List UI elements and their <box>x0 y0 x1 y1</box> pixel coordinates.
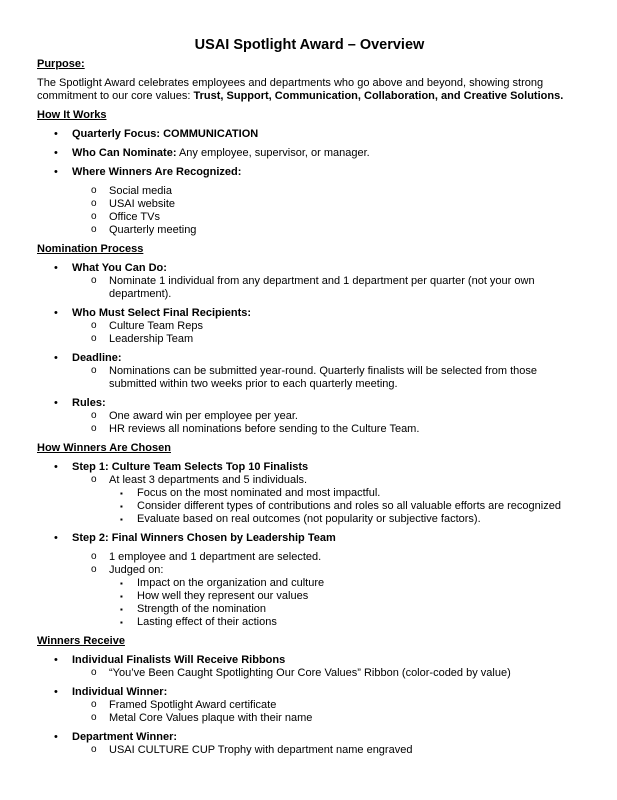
list-item <box>37 686 582 699</box>
list-item <box>37 532 582 545</box>
nomination-list-4 <box>37 397 582 410</box>
select-label: Who Must Select Final Recipients: <box>72 307 252 319</box>
list-item: o Leadership Team <box>37 333 582 346</box>
page-title: USAI Spotlight Award – Overview <box>194 37 425 53</box>
purpose-text <box>37 77 582 103</box>
list-item: o USAI website <box>37 198 582 211</box>
deadline-label: Deadline: <box>72 352 122 364</box>
purpose-values: Trust, Support, Communication, Collaboration, and Creative Solutions. <box>193 90 564 102</box>
list-item <box>37 461 582 474</box>
who-text: Any employee, supervisor, or manager. <box>176 147 370 159</box>
rules-label: Rules: <box>72 397 106 409</box>
list-item: ▪ Focus on the most nominated and most impactful. <box>37 487 582 500</box>
list-item: o HR reviews all nominations before sending to the Culture Team. <box>37 423 582 436</box>
receive-list <box>37 654 582 667</box>
list-item <box>37 262 582 275</box>
list-item: o USAI CULTURE CUP Trophy with department name engraved <box>37 744 582 757</box>
chosen-list <box>37 461 582 474</box>
list-item: o Framed Spotlight Award certificate <box>37 699 582 712</box>
list-item: o Quarterly meeting <box>37 224 582 237</box>
step1-items <box>37 487 582 526</box>
list-item <box>37 128 582 141</box>
select-list <box>37 320 582 346</box>
list-item: o One award win per employee per year. <box>37 410 582 423</box>
who-label: Who Can Nominate: <box>72 147 177 159</box>
finalists-list <box>37 667 582 680</box>
list-item: ▪ Evaluate based on real outcomes (not popularity or subjective factors). <box>37 513 582 526</box>
list-item <box>37 731 582 744</box>
list-item: o Metal Core Values plaque with their name <box>37 712 582 725</box>
how-it-works-list <box>37 128 582 179</box>
chosen-heading: How Winners Are Chosen <box>37 442 171 454</box>
purpose-heading: Purpose: <box>37 58 85 70</box>
where-label: Where Winners Are Recognized: <box>72 166 242 178</box>
nomination-heading: Nomination Process <box>37 243 144 255</box>
deadline-list <box>37 365 582 391</box>
list-item: o Nominate 1 individual from any department and 1 department per quarter (not your own department). <box>37 275 582 301</box>
list-item: o Culture Team Reps <box>37 320 582 333</box>
nomination-list <box>37 262 582 275</box>
list-item: ▪ Strength of the nomination <box>37 603 582 616</box>
department-list <box>37 744 582 757</box>
list-item <box>37 352 582 365</box>
can-do-label: What You Can Do: <box>72 262 167 274</box>
list-item: ▪ Impact on the organization and culture <box>37 577 582 590</box>
focus-label: Quarterly Focus: COMMUNICATION <box>72 128 259 140</box>
list-item <box>37 166 582 179</box>
nomination-list-3 <box>37 352 582 365</box>
rules-list <box>37 410 582 436</box>
step2-label: Step 2: Final Winners Chosen by Leadership Team <box>72 532 336 544</box>
individual-label: Individual Winner: <box>72 686 168 698</box>
department-label: Department Winner: <box>72 731 178 743</box>
list-item <box>37 307 582 320</box>
list-item: o Judged on: <box>37 564 582 577</box>
list-item <box>37 397 582 410</box>
list-item: o At least 3 departments and 5 individuals. <box>37 474 582 487</box>
receive-list-3 <box>37 731 582 744</box>
purpose-body: The Spotlight Award celebrates employees and departments who go above and beyond, showing strong commitment to our core values: <box>37 77 544 102</box>
list-item: ▪ How well they represent our values <box>37 590 582 603</box>
list-item <box>37 147 582 160</box>
list-item: o Nominations can be submitted year-round. Quarterly finalists will be selected from those submitted within two weeks prior to each quarterly meeting. <box>37 365 582 391</box>
nomination-list-2 <box>37 307 582 320</box>
receive-heading: Winners Receive <box>37 635 125 647</box>
list-item: o Social media <box>37 185 582 198</box>
chosen-list-2 <box>37 532 582 545</box>
receive-list-2 <box>37 686 582 699</box>
step1-sub-list <box>37 474 582 487</box>
how-it-works-heading: How It Works <box>37 109 107 121</box>
step1-label: Step 1: Culture Team Selects Top 10 Finalists <box>72 461 309 473</box>
individual-list <box>37 699 582 725</box>
list-item: ▪ Consider different types of contributions and roles so all valuable efforts are recognized <box>37 500 582 513</box>
finalists-label: Individual Finalists Will Receive Ribbons <box>72 654 286 666</box>
can-do-list <box>37 275 582 301</box>
step2-items <box>37 577 582 629</box>
list-item <box>37 654 582 667</box>
document-page <box>37 36 582 757</box>
list-item: o Office TVs <box>37 211 582 224</box>
list-item: ▪ Lasting effect of their actions <box>37 616 582 629</box>
where-list <box>37 185 582 237</box>
list-item: o “You’ve Been Caught Spotlighting Our Core Values” Ribbon (color-coded by value) <box>37 667 582 680</box>
list-item: o 1 employee and 1 department are selected. <box>37 551 582 564</box>
step2-sub-list <box>37 551 582 577</box>
